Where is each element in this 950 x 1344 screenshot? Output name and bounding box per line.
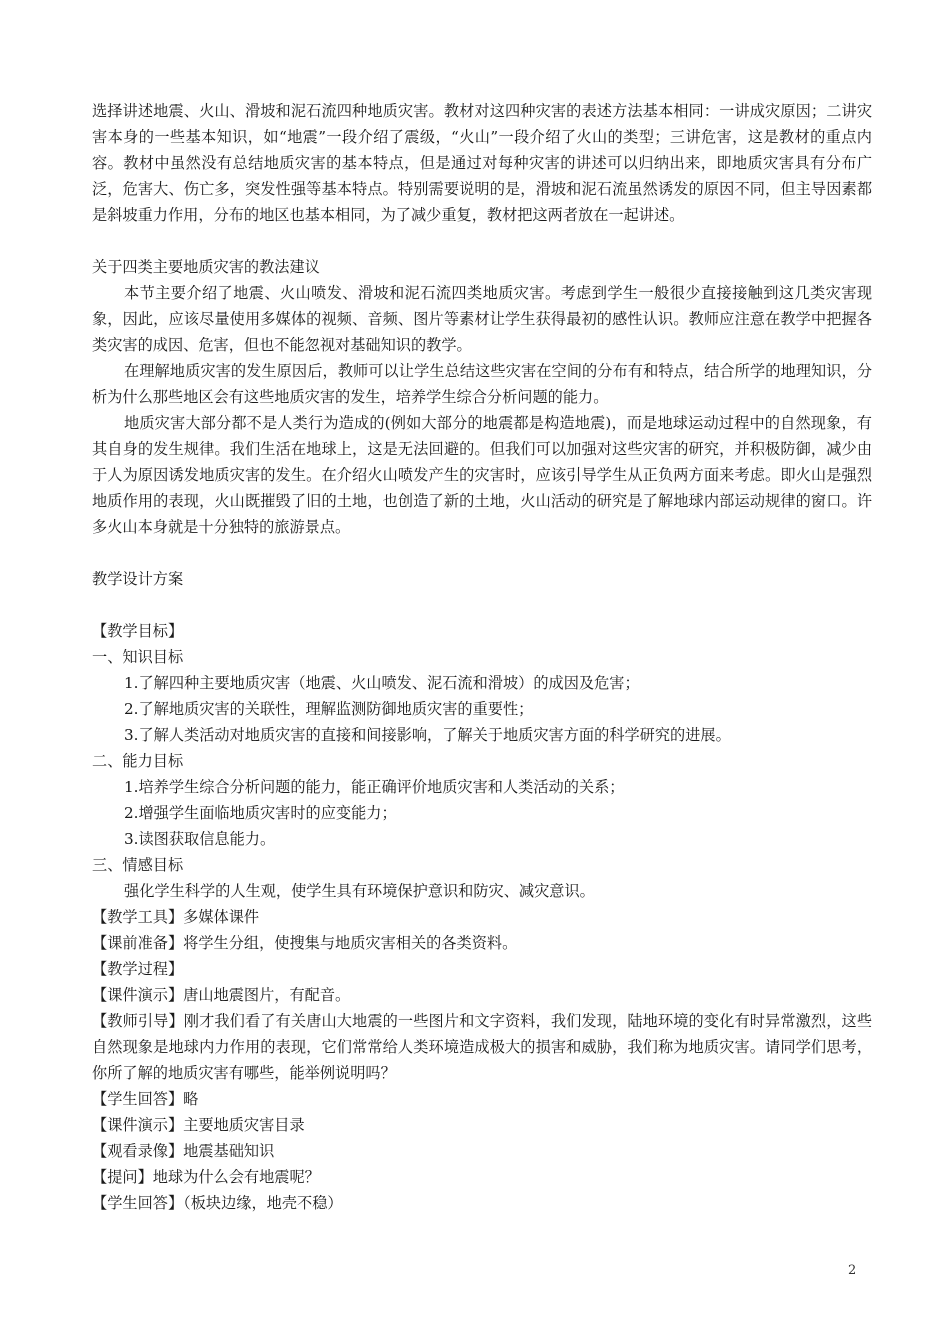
knowledge-item: 3.了解人类活动对地质灾害的直接和间接影响，了解关于地质灾害方面的科学研究的进展。: [124, 726, 731, 744]
ability-item: 3.读图获取信息能力。: [124, 830, 276, 848]
prep-line: 【课前准备】将学生分组，使搜集与地质灾害相关的各类资料。: [92, 934, 518, 952]
student-answer-line: 【学生回答】略: [92, 1090, 199, 1108]
knowledge-heading: 一、知识目标: [92, 648, 184, 666]
knowledge-item: 2.了解地质灾害的关联性，理解监测防御地质灾害的重要性；: [124, 700, 534, 718]
spacer: [92, 540, 872, 566]
question-line: 【提问】地球为什么会有地震呢？: [92, 1168, 320, 1186]
demo-line: 【课件演示】唐山地震图片，有配音。: [92, 986, 351, 1004]
ability-heading: 二、能力目标: [92, 752, 184, 770]
suggestions-paragraph-1: 本节主要介绍了地震、火山喷发、滑坡和泥石流四类地质灾害。考虑到学生一般很少直接接触到这几类灾害现象，因此，应该尽量使用多媒体的视频、音频、图片等素材让学生获得最初的感性认识。教师应注意在教学中把握各类灾害的成因、危害，但也不能忽视对基础知识的教学。: [92, 284, 872, 354]
suggestions-heading: 关于四类主要地质灾害的教法建议: [92, 258, 320, 276]
suggestions-paragraph-3: 地质灾害大部分都不是人类行为造成的(例如大部分的地震都是构造地震)，而是地球运动过程中的自然现象，有其自身的发生规律。我们生活在地球上，这是无法回避的。但我们可以加强对这些灾害的研究，并积极防御，减少由于人为原因诱发地质灾害的发生。在介绍火山喷发产生的灾害时，应该引导学生从正负两方面来考虑。即火山是强烈地质作用的表现，火山既摧毁了旧的土地，也创造了新的土地，火山活动的研究是了解地球内部运动规律的窗口。许多火山本身就是十分独特的旅游景点。: [92, 414, 872, 536]
emotion-text: 强化学生科学的人生观，使学生具有环境保护意识和防灾、减灾意识。: [124, 882, 595, 900]
demo-line: 【课件演示】主要地质灾害目录: [92, 1116, 305, 1134]
video-line: 【观看录像】地震基础知识: [92, 1142, 275, 1160]
page-number: 2: [848, 1263, 857, 1278]
process-label: 【教学过程】: [92, 960, 184, 978]
emotion-heading: 三、情感目标: [92, 856, 184, 874]
suggestions-paragraph-2: 在理解地质灾害的发生原因后，教师可以让学生总结这些灾害在空间的分布有和特点，结合所学的地理知识，分析为什么那些地区会有这些地质灾害的发生，培养学生综合分析问题的能力。: [92, 362, 872, 406]
ability-item: 1.培养学生综合分析问题的能力，能正确评价地质灾害和人类活动的关系；: [124, 778, 625, 796]
spacer: [92, 592, 872, 618]
knowledge-item: 1.了解四种主要地质灾害（地震、火山喷发、泥石流和滑坡）的成因及危害；: [124, 674, 640, 692]
teacher-guide-paragraph: 【教师引导】刚才我们看了有关唐山大地震的一些图片和文字资料，我们发现，陆地环境的变化有时异常激烈，这些自然现象是地球内力作用的表现，它们常常给人类环境造成极大的损害和威胁，我们称为地质灾害。请同学们思考，你所了解的地质灾害有哪些，能举例说明吗？: [92, 1012, 872, 1082]
design-heading: 教学设计方案: [92, 570, 184, 588]
tools-line: 【教学工具】多媒体课件: [92, 908, 260, 926]
goals-label: 【教学目标】: [92, 622, 184, 640]
spacer: [92, 228, 872, 254]
intro-paragraph: 选择讲述地震、火山、滑坡和泥石流四种地质灾害。教材对这四种灾害的表述方法基本相同：一讲成灾原因；二讲灾害本身的一些基本知识，如“地震”一段介绍了震级，“火山”一段介绍了火山的类型；三讲危害，这是教材的重点内容。教材中虽然没有总结地质灾害的基本特点，但是通过对每种灾害的讲述可以归纳出来，即地质灾害具有分布广泛，危害大、伤亡多，突发性强等基本特点。特别需要说明的是，滑坡和泥石流虽然诱发的原因不同，但主导因素都是斜坡重力作用，分布的地区也基本相同，为了减少重复，教材把这两者放在一起讲述。: [92, 102, 872, 224]
student-answer-line: 【学生回答】（板块边缘，地壳不稳）: [92, 1194, 343, 1212]
document-body: [92, 98, 872, 1216]
ability-item: 2.增强学生面临地质灾害时的应变能力；: [124, 804, 397, 822]
